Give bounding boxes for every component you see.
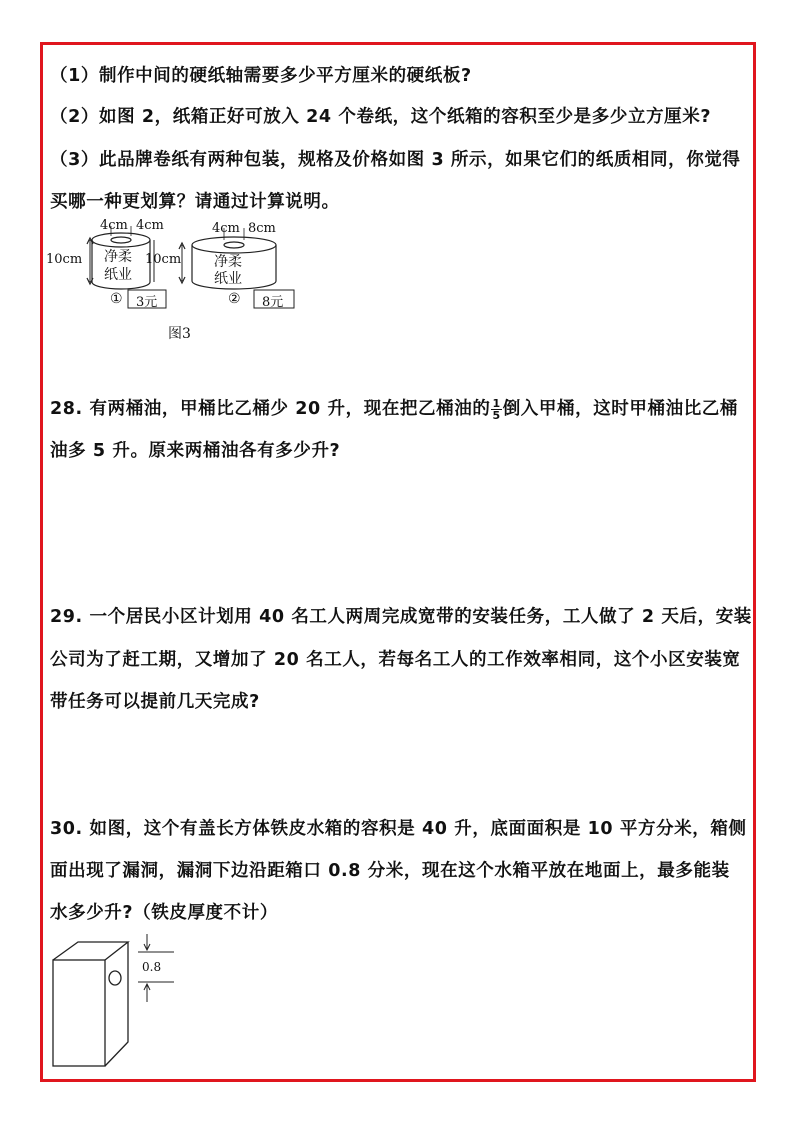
roll1-height-inner-label: 10cm [145,252,182,267]
q27-sub1: （1）制作中间的硬纸轴需要多少平方厘米的硬纸板? [50,66,472,86]
water-tank-drawing [50,930,180,1070]
roll2-width-label: 8cm [248,221,276,236]
roll1-width-label: 4cm [136,218,164,233]
q29-line3: 带任务可以提前几天完成? [50,692,260,712]
fraction-one-fifth [491,398,501,421]
tank-dimension-label: 0.8 [142,960,162,974]
q29-line2: 公司为了赶工期，又增加了 20 名工人，若每名工人的工作效率相同，这个小区安装宽 [50,650,741,670]
roll2-text2: 纸业 [214,271,242,287]
q27-sub3-line1: （3）此品牌卷纸有两种包装，规格及价格如图 3 所示，如果它们的纸质相同，你觉得 [50,150,741,170]
roll1-text1: 净柔 [104,249,132,265]
roll1-hole-label: 4cm [100,218,128,233]
fraction-numerator: 1 [492,396,501,410]
figure-3-paper-rolls [44,218,334,346]
q28-line1 [50,395,738,421]
water-tank-figure [50,930,180,1070]
roll1-price: 3元 [136,295,158,310]
roll2-price: 8元 [262,295,284,310]
roll2-index: ② [228,291,241,307]
roll1-index: ① [110,291,123,307]
q29-line1: 29. 一个居民小区计划用 40 名工人两周完成宽带的安装任务，工人做了 2 天后，安装 [50,607,752,627]
roll1-text2: 纸业 [104,267,132,283]
q30-line1: 30. 如图，这个有盖长方体铁皮水箱的容积是 40 升，底面面积是 10 平方分米，箱侧 [50,819,747,839]
q28-line2: 油多 5 升。原来两桶油各有多少升? [50,441,341,461]
q30-line2: 面出现了漏洞，漏洞下边沿距箱口 0.8 分米，现在这个水箱平放在地面上，最多能装 [50,861,730,881]
roll1-height-label: 10cm [46,252,83,267]
q30-line3: 水多少升?（铁皮厚度不计） [50,903,278,923]
q27-sub3-line2: 买哪一种更划算？请通过计算说明。 [50,192,340,212]
q28-text-after-fraction: 倒入甲桶，这时甲桶油比乙桶 [502,399,739,419]
roll2-text1: 净柔 [214,254,242,270]
roll2-hole-label: 4cm [212,221,240,236]
fraction-denominator: 5 [492,408,501,422]
q28-text-before-fraction: 28. 有两桶油，甲桶比乙桶少 20 升，现在把乙桶油的 [50,399,491,419]
q27-sub2: （2）如图 2，纸箱正好可放入 24 个卷纸，这个纸箱的容积至少是多少立方厘米? [50,107,712,127]
figure-caption: 图3 [168,326,191,342]
